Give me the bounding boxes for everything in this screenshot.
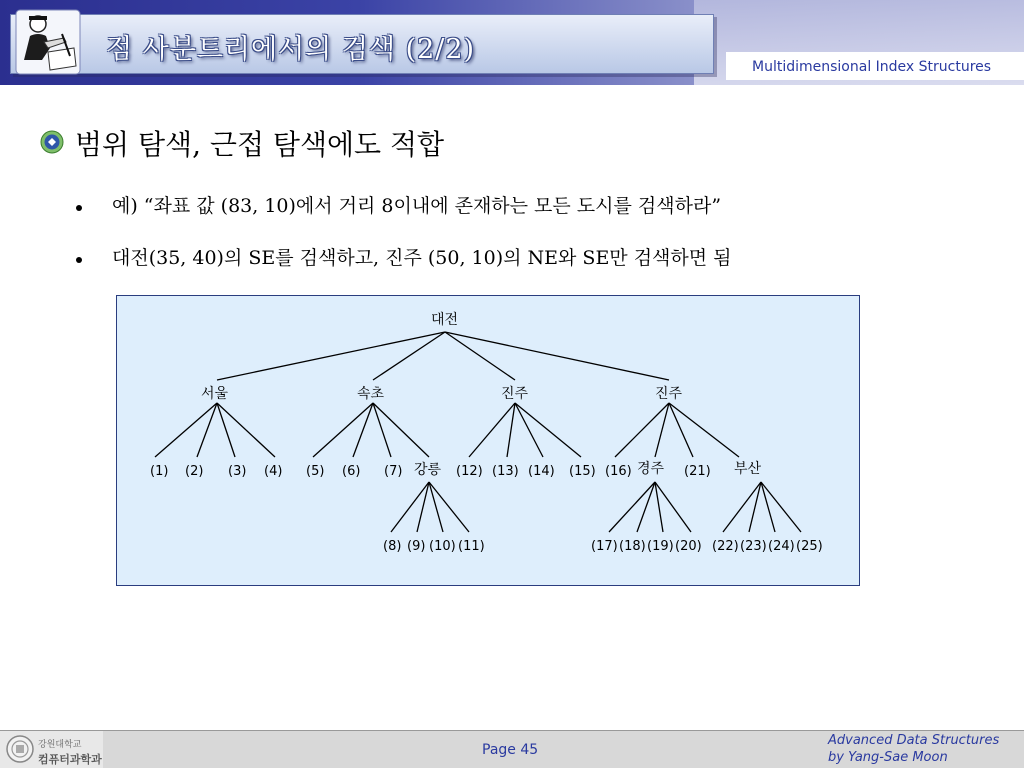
node-daejeon: 대전 <box>431 312 459 328</box>
node-seoul: 서울 <box>201 386 229 402</box>
bullet-example: 예) “좌표 값 (83, 10)에서 거리 8이내에 존재하는 모든 도시를 검색하라” <box>112 195 722 217</box>
leaf-20: (20) <box>675 539 702 554</box>
leaf-18: (18) <box>619 539 646 554</box>
leaf-4: (4) <box>264 464 283 479</box>
leaf-5: (5) <box>306 464 325 479</box>
leaf-7: (7) <box>384 464 403 479</box>
quadtree-diagram <box>116 295 860 586</box>
node-busan: 부산 <box>734 461 762 477</box>
leaf-22: (22) <box>712 539 739 554</box>
university-seal-icon <box>6 735 34 763</box>
leaf-23: (23) <box>740 539 767 554</box>
bullet-dot <box>76 205 82 211</box>
leaf-9: (9) <box>407 539 426 554</box>
leaf-1: (1) <box>150 464 169 479</box>
emblem-bullet-icon <box>40 130 64 154</box>
leaf-17: (17) <box>591 539 618 554</box>
node-sokcho: 속초 <box>357 386 385 402</box>
leaf-16: (16) <box>605 464 632 479</box>
leaf-10: (10) <box>429 539 456 554</box>
department-name: 컴퓨터과학과 <box>38 753 102 766</box>
bullet-search-strategy: 대전(35, 40)의 SE를 검색하고, 진주 (50, 10)의 NE와 SE만 검색하면 됨 <box>112 247 732 269</box>
node-gangneung: 강릉 <box>414 462 442 478</box>
main-heading: 범위 탐색, 근접 탐색에도 적합 <box>75 128 445 161</box>
leaf-21: (21) <box>684 464 711 479</box>
leaf-11: (11) <box>458 539 485 554</box>
leaf-8: (8) <box>383 539 402 554</box>
leaf-2: (2) <box>185 464 204 479</box>
course-credit-author: by Yang-Sae Moon <box>828 750 948 765</box>
leaf-25: (25) <box>796 539 823 554</box>
page-number: Page 45 <box>482 742 539 758</box>
course-credit-title: Advanced Data Structures <box>828 733 1000 748</box>
node-jinju-1: 진주 <box>501 386 529 402</box>
university-name: 강원대학교 <box>38 740 82 750</box>
leaf-14: (14) <box>528 464 555 479</box>
leaf-3: (3) <box>228 464 247 479</box>
footer-divider <box>0 730 1024 731</box>
leaf-24: (24) <box>768 539 795 554</box>
leaf-15: (15) <box>569 464 596 479</box>
scholar-writing-icon <box>14 8 82 76</box>
bullet-dot <box>76 257 82 263</box>
leaf-13: (13) <box>492 464 519 479</box>
leaf-12: (12) <box>456 464 483 479</box>
leaf-6: (6) <box>342 464 361 479</box>
slide-title: 점 사분트리에서의 검색 (2/2) <box>106 34 476 65</box>
node-jinju-2: 진주 <box>655 386 683 402</box>
leaf-19: (19) <box>647 539 674 554</box>
course-label: Multidimensional Index Structures <box>752 59 992 75</box>
node-gyeongju: 경주 <box>637 461 665 477</box>
